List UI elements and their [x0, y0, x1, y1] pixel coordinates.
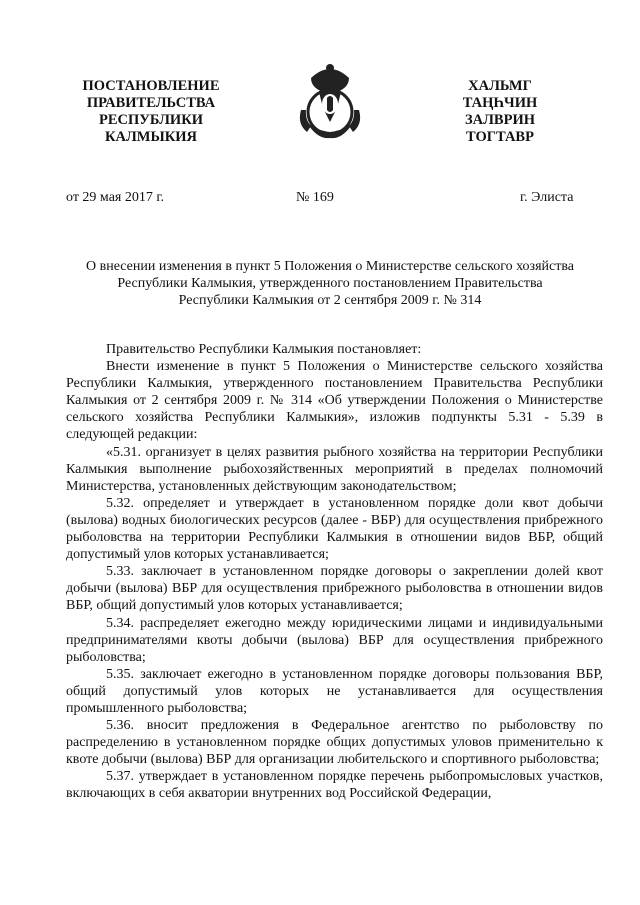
body-paragraph: 5.33. заключает в установленном порядке договоры о закреплении долей квот добычи (вылова) ВБР для осуществления прибрежного рыболовства в отношении видов ВБР, общий допустимый улов которых устанавливается; [66, 564, 603, 614]
title-line: Республики Калмыкия от 2 сентября 2009 г. № 314 [178, 293, 482, 308]
issuer-line: ПРАВИТЕЛЬСТВА [86, 95, 216, 111]
issuer-line: РЕСПУБЛИКИ [98, 112, 204, 128]
coat-of-arms-icon [297, 60, 363, 144]
issuer-line: ТАҢҺЧИН [462, 95, 538, 111]
body-paragraph: 5.34. распределяет ежегодно между юридическими лицами и индивидуальными предпринимателями квоты добычи (вылова) ВБР для осуществления прибрежного рыболовства; [66, 615, 603, 665]
document-title [60, 258, 600, 309]
issuer-line: ЗАЛВРИН [464, 112, 535, 128]
body-paragraph: Внести изменение в пункт 5 Положения о Министерстве сельского хозяйства Республики Калмыкия, утвержденного постановлением Правительства Республики Калмыкия от 2 сентября 2009 г. № 314 «Об утверждении Положения о Министерстве сельского хозяйства Республики Калмыкия», изложив подпункты 5.31 - 5.39 в следующей редакции: [66, 359, 603, 443]
body-paragraph: 5.37. утверждает в установленном порядке перечень рыбопромысловых участков, включающих в себя акватории внутренних вод Российской Федерации, [66, 769, 603, 802]
issuer-line: ТОГТАВР [466, 129, 534, 145]
issuer-kalmyk [440, 78, 560, 146]
document-number: № 169 [296, 190, 334, 205]
document-city: г. Элиста [520, 190, 574, 205]
issuer-line: ХАЛЬМГ [468, 78, 532, 94]
body-paragraph: 5.32. определяет и утверждает в установленном порядке доли квот добычи (вылова) водных биологических ресурсов (далее - ВБР) для осуществления прибрежного рыболовства на территории Республики Калмыкия в отношении видов ВБР, общий допустимый улов которых устанавливается; [66, 495, 603, 563]
document-body [66, 341, 603, 803]
title-line: О внесении изменения в пункт 5 Положения о Министерстве сельского хозяйства [85, 259, 574, 274]
issuer-russian [66, 78, 236, 146]
issuer-line: КАЛМЫКИЯ [105, 129, 197, 145]
document-date: от 29 мая 2017 г. [66, 190, 165, 205]
body-paragraph: Правительство Республики Калмыкия постановляет: [106, 342, 422, 357]
body-paragraph: 5.36. вносит предложения в Федеральное агентство по рыболовству по распределению в установленном порядке общих допустимых уловов применительно к квоте добычи (вылова) ВБР для организации любительского и спортивного рыболовства; [66, 718, 603, 768]
body-paragraph: «5.31. организует в целях развития рыбного хозяйства на территории Республики Калмыкия выполнение рыбохозяйственных мероприятий в пределах полномочий Министерства, установленных действующим законодательством; [66, 444, 603, 494]
body-paragraph: 5.35. заключает ежегодно в установленном порядке договоры пользования ВБР, общий допустимый улов которых не устанавливается для осуществления промышленного рыболовства; [66, 666, 603, 716]
issuer-line: ПОСТАНОВЛЕНИЕ [82, 78, 220, 94]
title-line: Республики Калмыкия, утвержденного постановлением Правительства [117, 276, 543, 291]
